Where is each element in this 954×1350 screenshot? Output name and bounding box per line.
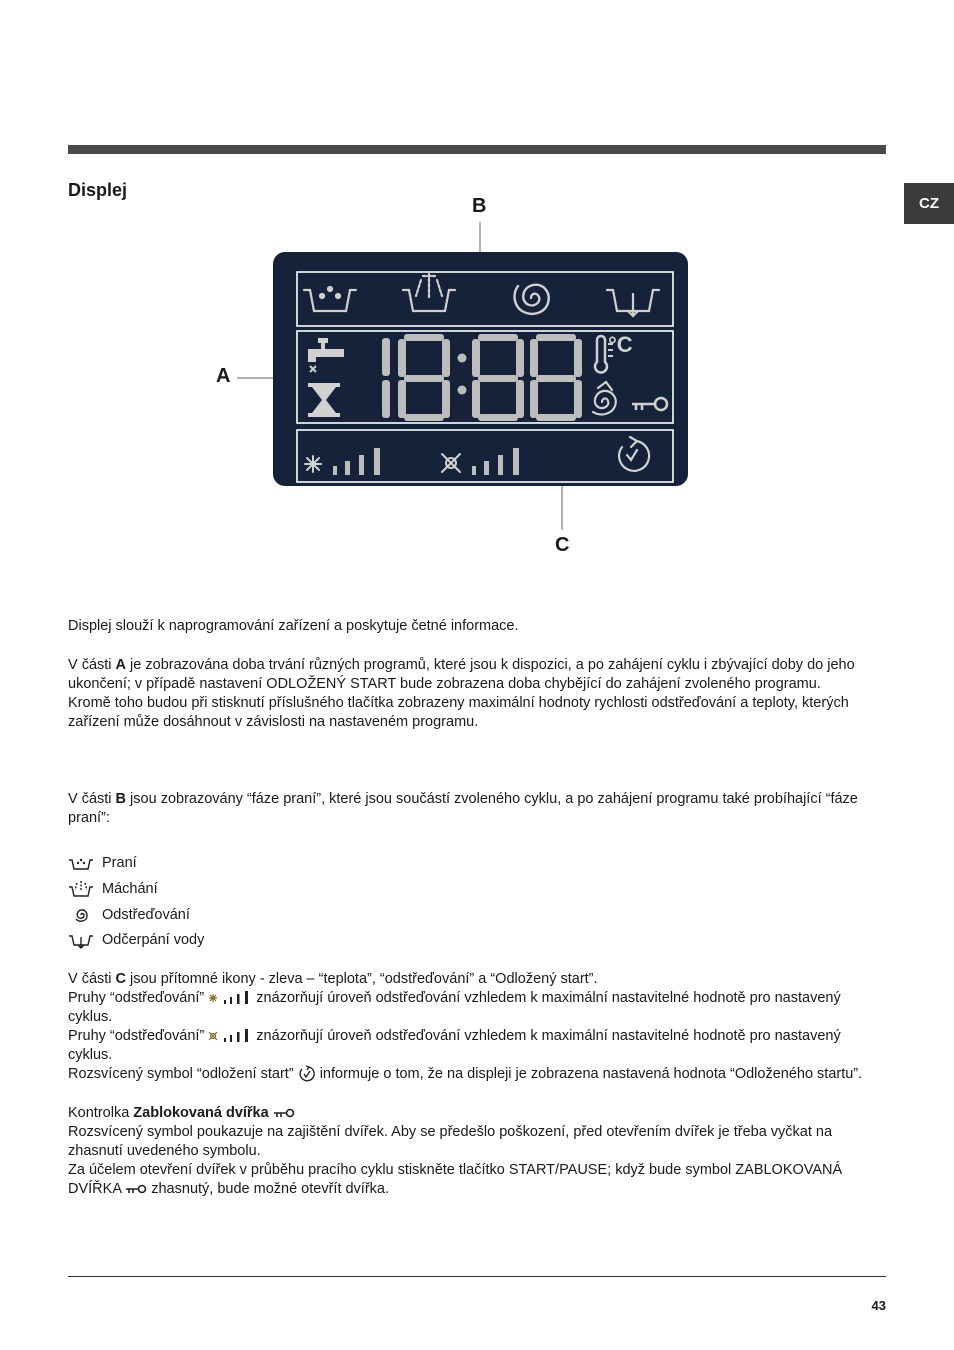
spin-icon (68, 906, 94, 924)
display-diagram (0, 0, 954, 600)
label-c: C (555, 534, 570, 556)
legend-drain: Odčerpání vody (68, 931, 204, 949)
legend-rinse: Máchání (68, 880, 158, 898)
temperature-bars-icon (208, 990, 252, 1006)
intro-paragraph: Displej slouží k naprogramování zařízení a poskytuje četné informace. (68, 618, 519, 634)
page-number: 43 (871, 1298, 886, 1313)
drain-icon (68, 931, 94, 949)
delay-start-icon (298, 1065, 316, 1083)
rinse-icon (68, 880, 94, 898)
temperature-snowflake-icon (305, 456, 321, 472)
legend-wash: Praní (68, 854, 137, 872)
temp-unit: °C (608, 332, 633, 357)
door-lock-icon (273, 1107, 295, 1119)
section-a-paragraph: V části A je zobrazována doba trvání různých programů, které jsou k dispozici, a po zahájení cyklu i zbývající doby do jeho ukončení; v případě nastavení ODLOŽENÝ START bude zobrazena doba chybějící do zahájení zvoleného programu. Kromě toho budou při stisknutí příslušného tlačítka zobrazeny maximální hodnoty rychlosti odstřeďování a teploty, kterých zařízení může dosáhnout v závislosti na nastaveném programu. (68, 657, 855, 730)
legend-spin: Odstřeďování (68, 906, 190, 924)
section-b-paragraph: V části B jsou zobrazovány “fáze praní”, které jsou součástí zvoleného cyklu, a po zahájení programu také probíhající “fáze praní”: (68, 791, 858, 826)
door-lock-paragraph: Kontrolka Zablokovaná dvířka Rozsvícený symbol poukazuje na zajištění dvířek. Aby se předešlo poškození, před otevřením dvířek je třeba vyčkat na zhasnutí uvedeného symbolu. Za účelem otevření dvířek v průběhu pracího cyklu stiskněte tlačítko START/PAUSE; když bude symbol ZABLOKOVANÁ DVÍŘKA zhasnutý, bude možné otevřít dvířka. (68, 1105, 843, 1197)
language-tab: CZ (904, 183, 954, 224)
wash-icon (68, 854, 94, 872)
label-a: A (216, 365, 231, 387)
spin-bars-icon (208, 1028, 252, 1044)
section-title: Displej (68, 180, 128, 200)
footer-rule (68, 1276, 886, 1277)
door-lock-icon-inline (125, 1183, 147, 1195)
section-c-paragraph: V části C jsou přítomné ikony - zleva – “teplota”, “odstřeďování” a “Odložený start”. Pruhy “odstřeďování” znázorňují úroveň odstřeďování vzhledem k maximální nastavitelné hodnotě pro nastavený cyklus. Pruhy “odstřeďování” znázorňují úroveň odstřeďování vzhledem k maximální nastavitelné hodnotě pro nastavený cyklus. Rozsvícený symbol “odložení start” informuje o tom, že na displeji je zobrazena nastavená hodnota “Odloženého startu”. (68, 971, 863, 1082)
label-b: B (472, 195, 487, 217)
